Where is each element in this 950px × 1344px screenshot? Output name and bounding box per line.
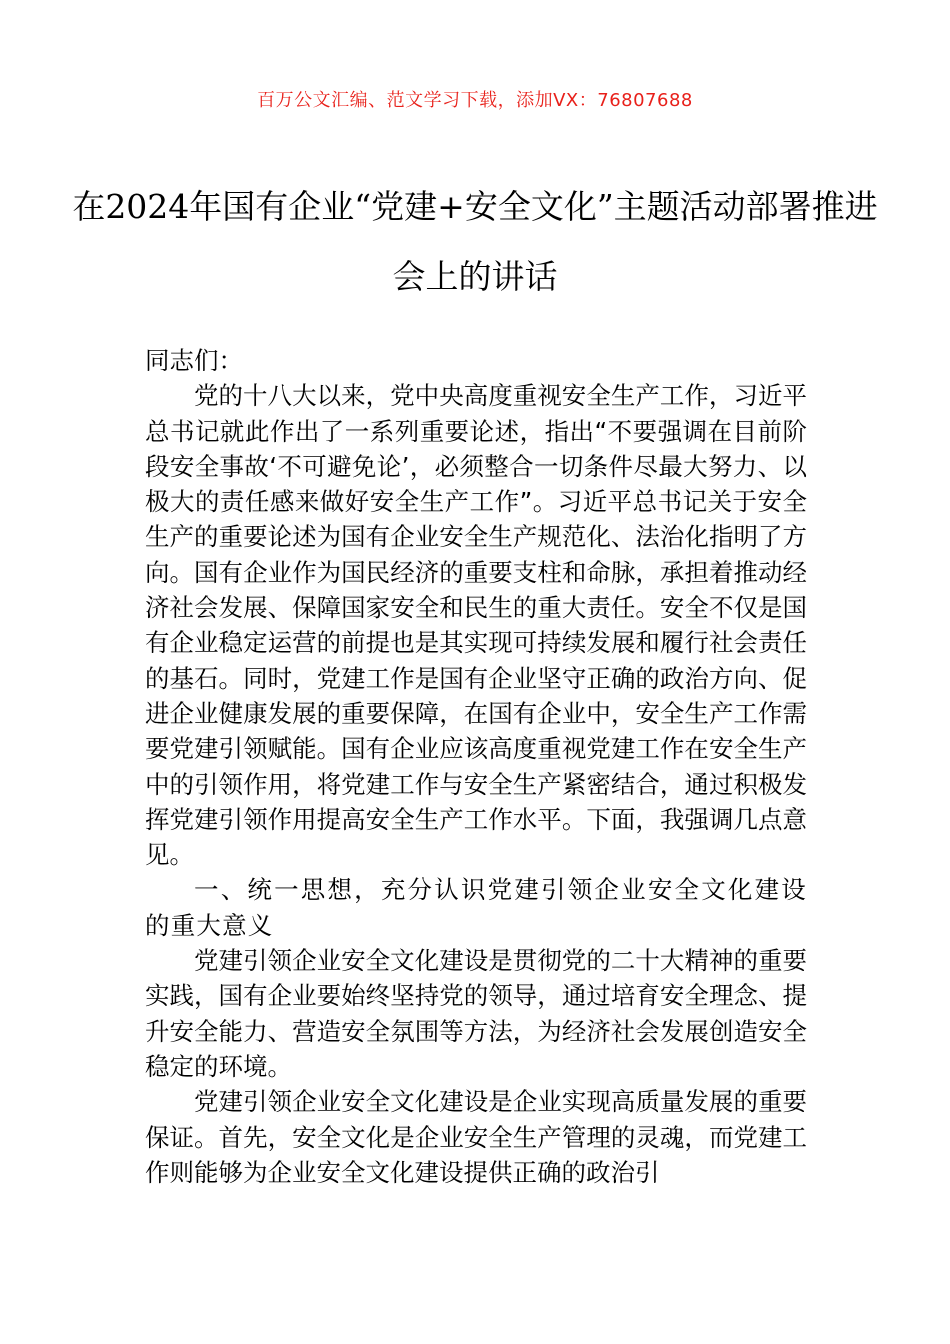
section-heading: 一、统一思想，充分认识党建引领企业安全文化建设的重大意义 [145,875,807,940]
document-body [145,343,807,1190]
paragraph: 党建引领企业安全文化建设是企业实现高质量发展的重要保证。首先，安全文化是企业安全生产管理的灵魂，而党建工作则能够为企业安全文化建设提供正确的政治引 [145,1087,807,1187]
paragraph: 党建引领企业安全文化建设是贯彻党的二十大精神的重要实践，国有企业要始终坚持党的领导，通过培育安全理念、提升安全能力、营造安全氛围等方法，为经济社会发展创造安全稳定的环境。 [145,946,807,1081]
paragraph: 党的十八大以来，党中央高度重视安全生产工作，习近平总书记就此作出了一系列重要论述，指出“不要强调在目前阶段安全事故‘不可避免论’，必须整合一切条件尽最大努力、以极大的责任感来做好安全生产工作”。习近平总书记关于安全生产的重要论述为国有企业安全生产规范化、法治化指明了方向。国有企业作为国民经济的重要支柱和命脉，承担着推动经济社会发展、保障国家安全和民生的重大责任。安全不仅是国有企业稳定运营的前提也是其实现可持续发展和履行社会责任的基石。同时，党建工作是国有企业坚守正确的政治方向、促进企业健康发展的重要保障，在国有企业中，安全生产工作需要党建引领赋能。国有企业应该高度重视党建工作在安全生产中的引领作用，将党建工作与安全生产紧密结合，通过积极发挥党建引领作用提高安全生产工作水平。下面，我强调几点意见。 [145,381,807,870]
header-watermark-note: 百万公文汇编、范文学习下载，添加VX：76807688 [257,90,693,111]
salutation: 同志们： [145,346,243,375]
document-title: 在2024年国有企业“党建+安全文化”主题活动部署推进会上的讲话 [72,187,878,296]
